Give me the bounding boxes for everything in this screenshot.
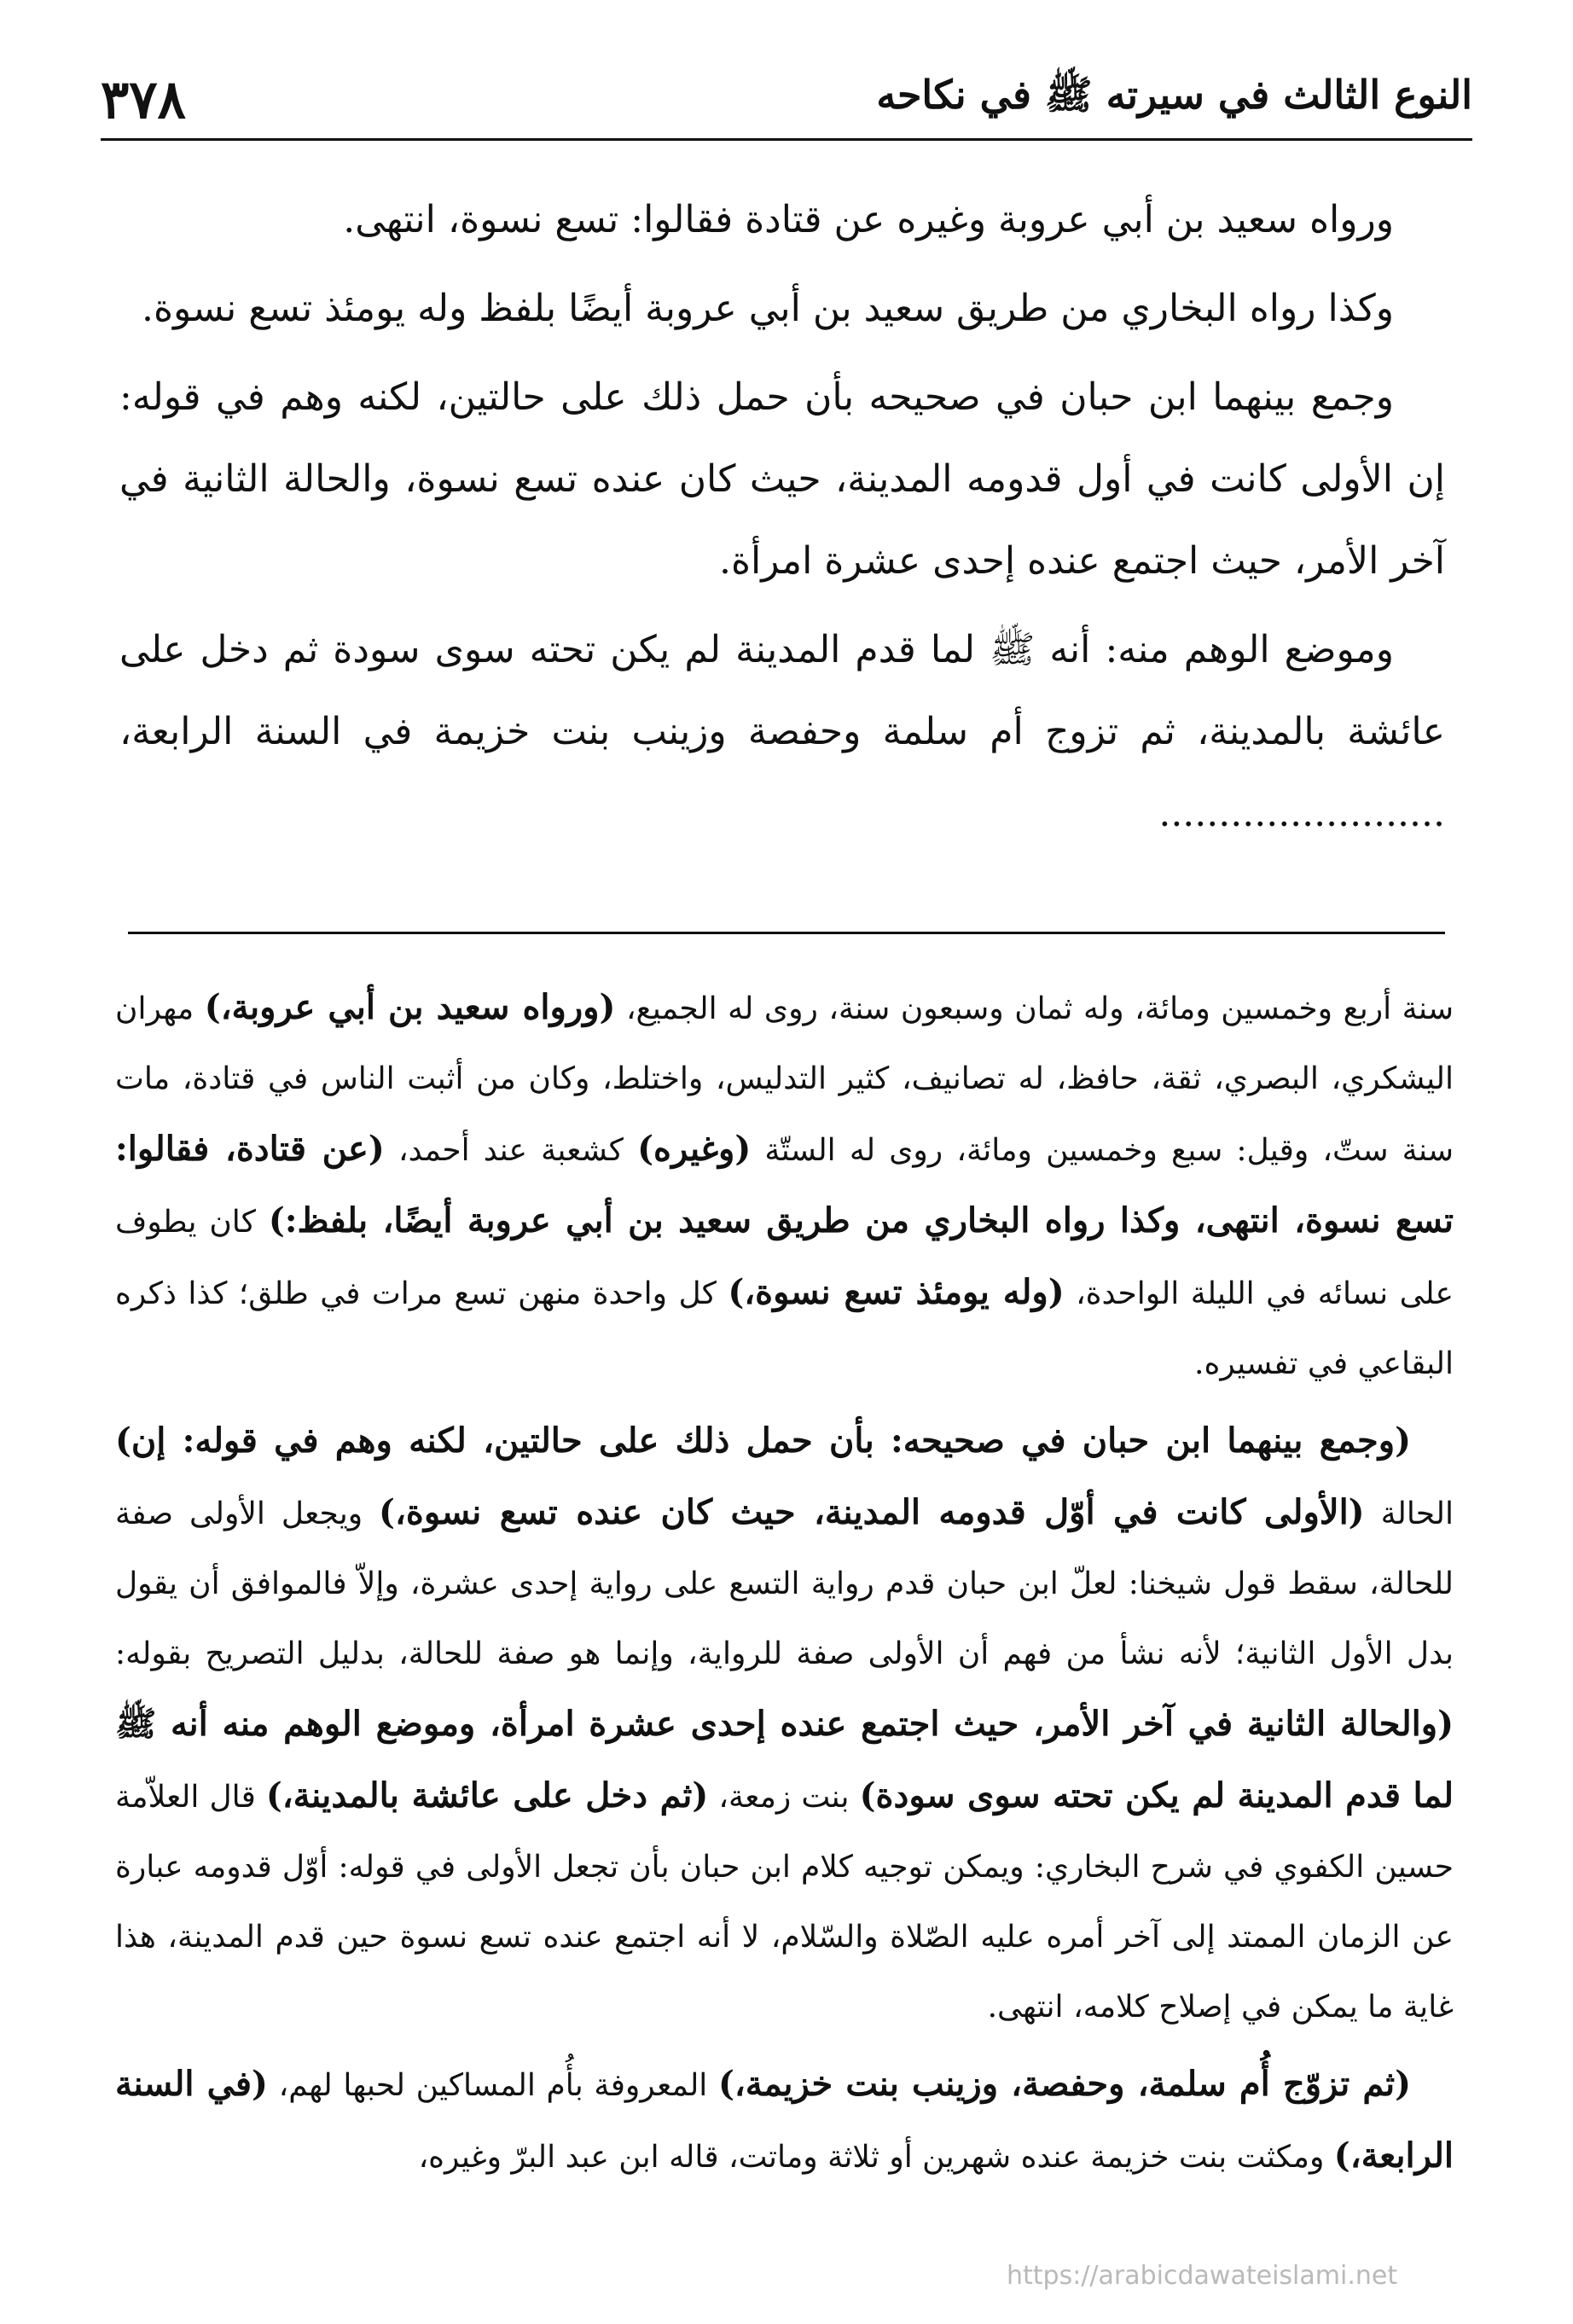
quoted-matn: (وجمع بينهما ابن حبان في صحيحه: بأن حمل ذلك على حالتين، لكنه وهم في قوله: إن) bbox=[115, 1421, 1411, 1461]
main-text bbox=[119, 179, 1445, 862]
quoted-matn: (في السنة الرابعة،) bbox=[115, 2064, 1454, 2176]
quoted-matn: (ثم تزوّج أُم سلمة، وحفصة، وزينب بنت خزيمة،) bbox=[717, 2064, 1411, 2104]
commentary-text: كل واحدة منهن تسع مرات في طلق؛ كذا ذكره البقاعي في تفسيره. bbox=[115, 1276, 1454, 1381]
commentary-text: بنت زمعة، bbox=[718, 1780, 850, 1815]
commentary-paragraph-3 bbox=[115, 2049, 1454, 2193]
commentary-paragraph-1 bbox=[115, 973, 1454, 1399]
quoted-matn: (عن قتادة، فقالوا: تسع نسوة، انتهى، وكذا رواه البخاري من طريق سعيد بن أبي عروبة أيضًا، بلفظ:) bbox=[115, 1129, 1454, 1240]
commentary-text: كشعبة عند أحمد، bbox=[398, 1133, 624, 1168]
quoted-matn: (الأولى كانت في أوّل قدومه المدينة، حيث كان عنده تسع نسوة،) bbox=[379, 1492, 1365, 1532]
running-title: النوع الثالث في سيرته ﷺ في نكاحه bbox=[876, 71, 1472, 118]
quoted-matn: (ورواه سعيد بن أبي عروبة،) bbox=[204, 987, 616, 1027]
commentary-text: كان يطوف على نسائه في الليلة الواحدة، bbox=[115, 1205, 1454, 1311]
commentary-paragraph-2 bbox=[115, 1406, 1454, 2042]
quoted-matn: (ثم دخل على عائشة بالمدينة،) bbox=[265, 1775, 709, 1816]
commentary-text: ومكثت بنت خزيمة عنده شهرين أو ثلاثة وماتت، قاله ابن عبد البرّ وغيره، bbox=[418, 2140, 1325, 2175]
quoted-matn: (وله يومئذ تسع نسوة،) bbox=[728, 1272, 1065, 1312]
main-paragraph-3: وجمع بينهما ابن حبان في صحيحه بأن حمل ذلك على حالتين، لكنه وهم في قوله: إن الأولى كانت في أول قدومه المدينة، حيث كان عنده تسع نسوة، والحالة الثانية في آخر الأمر، حيث اجتمع عنده إحدى عشرة امرأة. bbox=[119, 375, 1445, 583]
footnote-separator bbox=[128, 932, 1445, 934]
page-header bbox=[101, 60, 1472, 141]
commentary bbox=[115, 973, 1454, 2193]
quoted-matn: (وغيره) bbox=[637, 1129, 752, 1169]
main-paragraph-2: وكذا رواه البخاري من طريق سعيد بن أبي عروبة أيضًا بلفظ وله يومئذ تسع نسوة. bbox=[142, 287, 1394, 330]
continuation-dots: ........................ bbox=[1158, 792, 1445, 835]
main-paragraph-1: ورواه سعيد بن أبي عروبة وغيره عن قتادة فقالوا: تسع نسوة، انتهى. bbox=[343, 198, 1394, 241]
commentary-text: سنة أربع وخمسين ومائة، وله ثمان وسبعون سنة، روى له الجميع، bbox=[625, 991, 1454, 1026]
commentary-text: ويجعل الأولى صفة للحالة، سقط قول شيخنا: لعلّ ابن حبان قدم رواية التسع على رواية إحدى عشرة، وإلاّ فالموافق أن يقول بدل الأول الثانية؛ لأنه نشأ من فهم أن الأولى صفة للرواية، وإنما هو صفة للحالة، بدليل التصريح بقوله: bbox=[115, 1496, 1454, 1671]
main-paragraph-4 bbox=[119, 609, 1445, 855]
main-paragraph-4-text: وموضع الوهم منه: أنه ﷺ لما قدم المدينة لم يكن تحته سوى سودة ثم دخل على عائشة بالمدينة، ثم تزوج أم سلمة وحفصة وزينب بنت خزيمة في السنة الرابعة، bbox=[119, 628, 1445, 753]
watermark-url: https://arabicdawateislami.net bbox=[1007, 2261, 1398, 2291]
page-number: ٣٧٨ bbox=[101, 67, 186, 131]
commentary-text: المعروفة بأُم المساكين لحبها لهم، bbox=[278, 2068, 708, 2103]
commentary-text: قال العلاّمة حسين الكفوي في شرح البخاري: ويمكن توجيه كلام ابن حبان بأن تجعل الأولى في قوله: أوّل قدومه عبارة عن الزمان الممتد إلى آخر أمره عليه الصّلاة والسّلام، لا أنه اجتمع عنده تسع نسوة حين قدم المدينة، هذا غاية ما يمكن في إصلاح كلامه، انتهى. bbox=[115, 1780, 1454, 2025]
quoted-matn: (والحالة الثانية في آخر الأمر، حيث اجتمع عنده إحدى عشرة امرأة، وموضع الوهم منه أنه ﷺ لما قدم المدينة لم يكن تحته سوى سودة) bbox=[115, 1704, 1454, 1816]
commentary-text: الحالة bbox=[1380, 1496, 1454, 1531]
commentary-text: مهران اليشكري، البصري، ثقة، حافظ، له تصانيف، كثير التدليس، واختلط، وكان من أثبت الناس في قتادة، مات سنة ستّ، وقيل: سبع وخمسين ومائة، روى له الستّة bbox=[115, 991, 1454, 1168]
